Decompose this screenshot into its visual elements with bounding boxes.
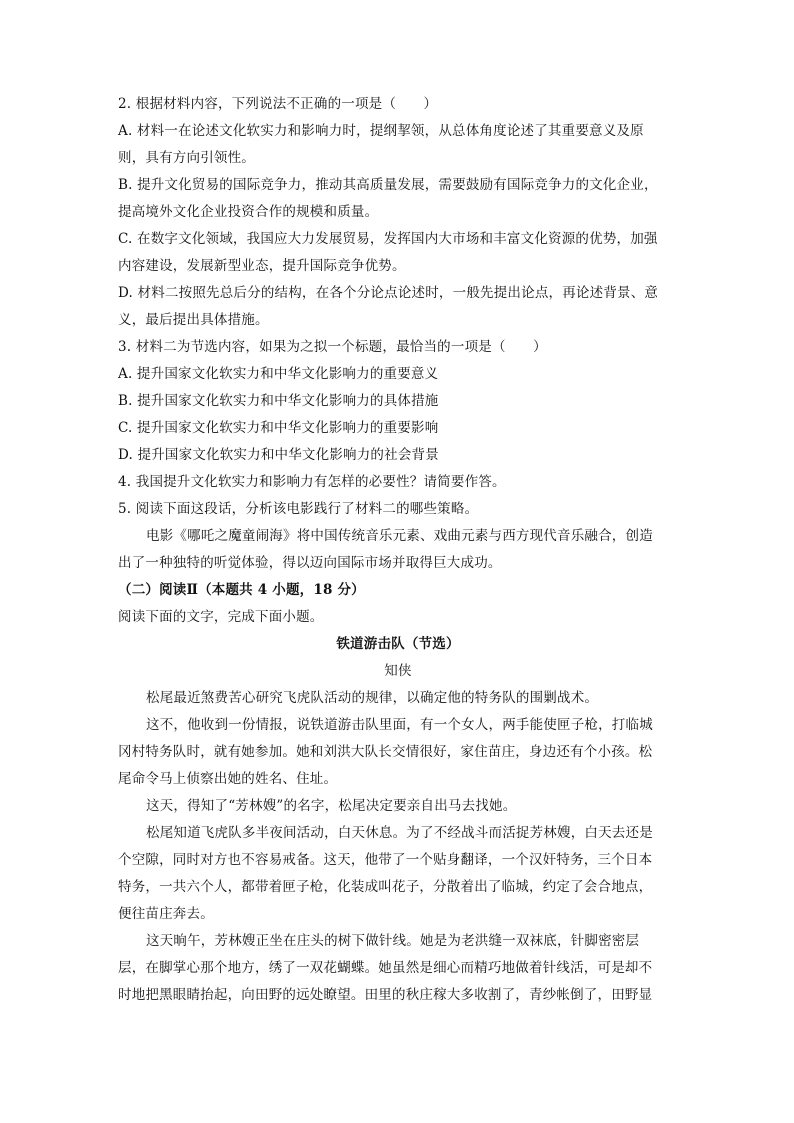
question-2-option-d: D. 材料二按照先总后分的结构，在各个分论点论述时，一般先提出论点，再论述背景、意	[118, 285, 659, 301]
passage-paragraph: 这不，他收到一份情报，说铁道游击队里面，有一个女人，两手能使匣子枪，打临城	[146, 717, 653, 733]
question-3-stem: 3. 材料二为节选内容，如果为之拟一个标题，最恰当的一项是（ ）	[118, 339, 547, 355]
passage-title: 铁道游击队（节选）	[336, 636, 460, 652]
passage-paragraph: 这天，得知了“芳林嫂”的名字，松尾决定要亲自出马去找她。	[146, 798, 517, 814]
passage-author: 知侠	[384, 663, 412, 679]
passage-paragraph-cont: 冈村特务队时，就有她参加。她和刘洪大队长交情很好，家住苗庄，身边还有个小孩。松	[118, 744, 653, 760]
passage-paragraph-cont: 特务，一共六个人，都带着匣子枪，化装成叫花子，分散着出了临城，约定了会合地点，	[118, 879, 653, 895]
question-4: 4. 我国提升文化软实力和影响力有怎样的必要性？请简要作答。	[118, 474, 506, 490]
question-2-option-b: B. 提升文化贸易的国际竞争力，推动其高质量发展，需要鼓励有国际竞争力的文化企业，	[118, 177, 658, 193]
question-2-option-c-cont: 内容建设，发展新型业态，提升国际竞争优势。	[118, 258, 406, 274]
question-2-option-a-cont: 则，具有方向引领性。	[118, 150, 255, 166]
passage-paragraph-cont: 时地把黑眼睛抬起，向田野的远处瞭望。田里的秋庄稼大多收割了，青纱帐倒了，田野显	[118, 987, 653, 1003]
question-5-paragraph: 电影《哪吒之魔童闹海》将中国传统音乐元素、戏曲元素与西方现代音乐融合，创造	[146, 528, 653, 544]
question-3-option-d: D. 提升国家文化软实力和中华文化影响力的社会背景	[118, 447, 439, 463]
question-5-stem: 5. 阅读下面这段话，分析该电影践行了材料二的哪些策略。	[118, 501, 479, 517]
passage-paragraph: 松尾最近煞费苦心研究飞虎队活动的规律，以确定他的特务队的围剿战术。	[146, 690, 599, 706]
question-2-option-c: C. 在数字文化领域，我国应大力发展贸易，发挥国内大市场和丰富文化资源的优势，加强	[118, 231, 658, 247]
question-3-option-b: B. 提升国家文化软实力和中华文化影响力的具体措施	[118, 393, 439, 409]
question-2-option-a: A. 材料一在论述文化软实力和影响力时，提纲挈领，从总体角度论述了其重要意义及原	[118, 123, 644, 139]
passage-paragraph: 松尾知道飞虎队多半夜间活动，白天休息。为了不经战斗而活捉芳林嫂，白天去还是	[146, 825, 653, 841]
passage-paragraph: 这天晌午，芳林嫂正坐在庄头的树下做针线。她是为老洪缝一双袜底，针脚密密层	[146, 933, 640, 949]
passage-paragraph-cont: 层，在脚掌心那个地方，绣了一双花蝴蝶。她虽然是细心而精巧地做着针线活，可是却不	[118, 960, 653, 976]
question-2-option-d-cont: 义，最后提出具体措施。	[118, 312, 269, 328]
question-2-option-b-cont: 提高境外文化企业投资合作的规模和质量。	[118, 204, 379, 220]
section-heading: （二）阅读Ⅱ（本题共 4 小题，18 分）	[118, 582, 365, 598]
passage-paragraph-cont: 个空隙，同时对方也不容易戒备。这天，他带了一个贴身翻译，一个汉奸特务，三个日本	[118, 852, 653, 868]
question-2-stem: 2. 根据材料内容，下列说法不正确的一项是（ ）	[118, 96, 438, 112]
question-5-paragraph-cont: 出了一种独特的听觉体验，得以迈向国际市场并取得巨大成功。	[118, 555, 502, 571]
question-3-option-c: C. 提升国家文化软实力和中华文化影响力的重要影响	[118, 420, 439, 436]
passage-paragraph-cont: 尾命令马上侦察出她的姓名、住址。	[118, 771, 338, 787]
section-instruction: 阅读下面的文字，完成下面小题。	[118, 609, 324, 625]
question-3-option-a: A. 提升国家文化软实力和中华文化影响力的重要意义	[118, 366, 439, 382]
passage-paragraph-cont: 便往苗庄奔去。	[118, 906, 214, 922]
